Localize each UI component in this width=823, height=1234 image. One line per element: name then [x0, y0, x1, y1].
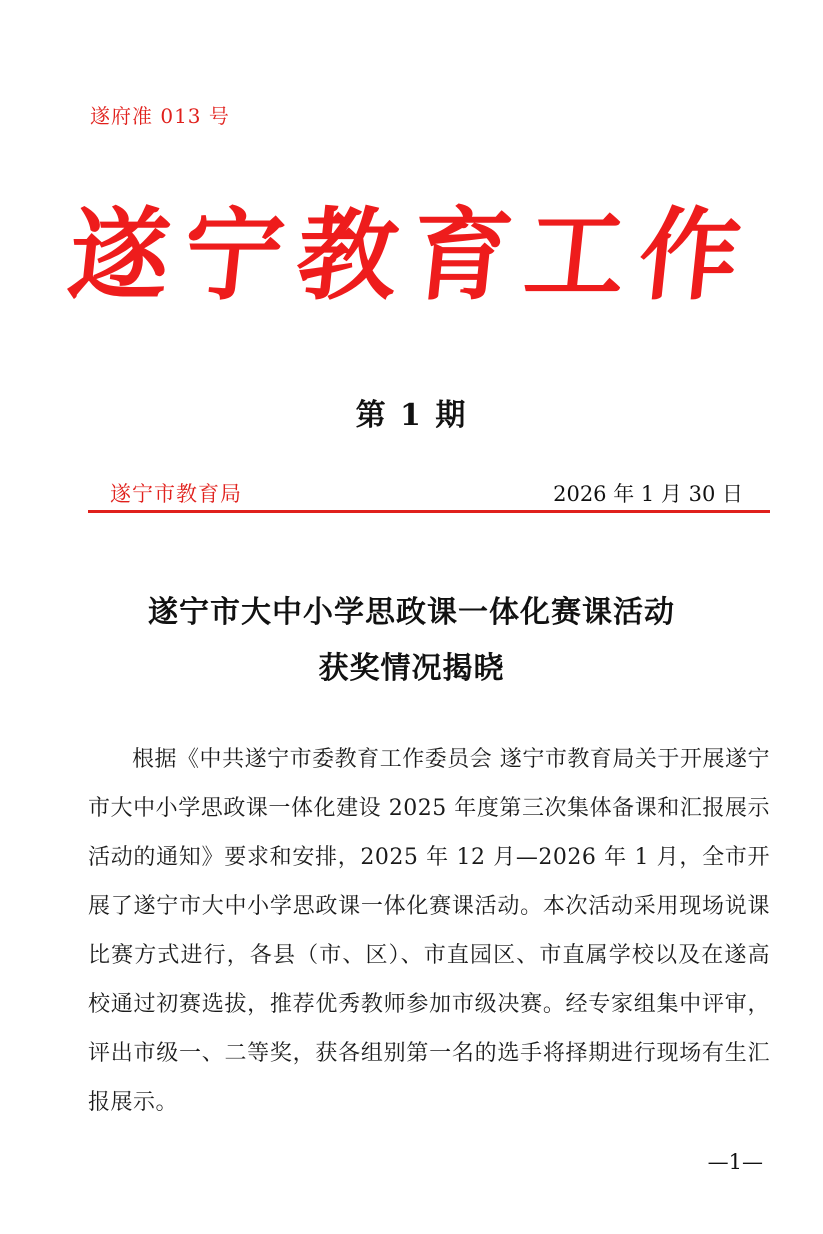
article-title-line-2: 获奖情况揭晓: [318, 651, 505, 686]
article-paragraph: 根据《中共遂宁市委教育工作委员会 遂宁市教育局关于开展遂宁市大中小学思政课一体化建设 2025 年度第三次集体备课和汇报展示活动的通知》要求和安排，2025 年 12 月—2026 年 1 月，全市开展了遂宁市大中小学思政课一体化赛课活动。本次活动采用现场说课比赛方式进行，各县（市、区）、市直园区、市直属学校以及在遂高校通过初赛选拔，推荐优秀教师参加市级决赛。经专家组集中评审，评出市级一、二等奖，获各组别第一名的选手将择期进行现场有生汇报展示。: [88, 747, 770, 1115]
issue-number: 第 1 期: [355, 398, 468, 433]
article-title-line-1: 遂宁市大中小学思政课一体化赛课活动: [148, 595, 675, 630]
masthead-title: 遂宁教育工作: [63, 196, 760, 314]
page-number: —1—: [707, 1150, 763, 1174]
header-divider: [88, 510, 770, 513]
article-title: [0, 585, 823, 697]
issuer-name: 遂宁市教育局: [110, 482, 242, 506]
document-number: 遂府准 013 号: [90, 104, 230, 128]
issue-date: 2026 年 1 月 30 日: [553, 482, 743, 506]
